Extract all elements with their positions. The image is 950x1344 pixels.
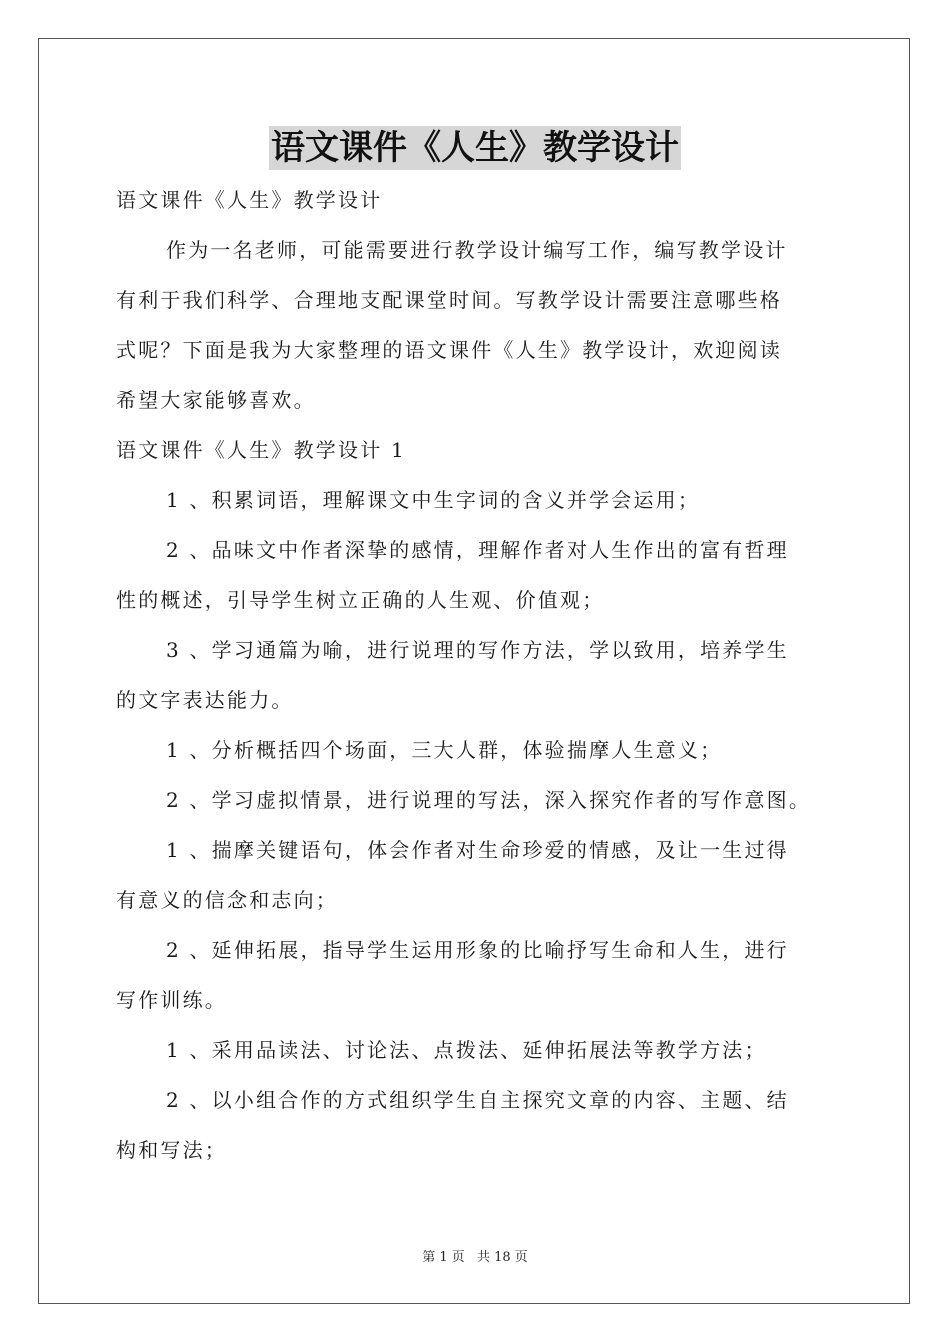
document-title: 语文课件《人生》教学设计 (271, 128, 679, 168)
body-line: 3 、学习通篇为喻，进行说理的写作方法，学以致用，培养学生 (166, 638, 789, 662)
body-line: 构和写法； (116, 1138, 227, 1162)
body-line: 2 、以小组合作的方式组织学生自主探究文章的内容、主题、结 (166, 1088, 789, 1112)
body-line: 1 、采用品读法、讨论法、点拨法、延伸拓展法等教学方法； (166, 1038, 767, 1062)
page-footer (0, 1246, 950, 1265)
document-body (116, 175, 836, 1175)
page-number-current: 第 1 页 (422, 1250, 465, 1265)
body-line: 作为一名老师，可能需要进行教学设计编写工作，编写教学设计 (166, 238, 788, 262)
body-line: 语文课件《人生》教学设计 1 (116, 438, 406, 462)
body-line: 式呢？下面是我为大家整理的语文课件《人生》教学设计，欢迎阅读 (116, 338, 782, 362)
body-line: 2 、延伸拓展，指导学生运用形象的比喻抒写生命和人生，进行 (166, 938, 789, 962)
body-line: 2 、学习虚拟情景，进行说理的写法，深入探究作者的写作意图。 (166, 788, 812, 812)
title-container (0, 126, 950, 170)
body-line: 有意义的信念和志向； (116, 888, 338, 912)
body-line: 的文字表达能力。 (116, 688, 294, 712)
body-line: 1 、揣摩关键语句，体会作者对生命珍爱的情感，及让一生过得 (166, 838, 789, 862)
body-line: 写作训练。 (116, 988, 227, 1012)
page-number-total: 共 18 页 (476, 1250, 528, 1265)
body-line: 2 、品味文中作者深挚的感情，理解作者对人生作出的富有哲理 (166, 538, 789, 562)
body-line: 1 、积累词语，理解课文中生字词的含义并学会运用； (166, 488, 701, 512)
body-line: 有利于我们科学、合理地支配课堂时间。写教学设计需要注意哪些格 (116, 288, 782, 312)
body-line: 性的概述，引导学生树立正确的人生观、价值观； (116, 588, 605, 612)
body-line: 希望大家能够喜欢。 (116, 388, 316, 412)
body-line: 1 、分析概括四个场面，三大人群，体验揣摩人生意义； (166, 738, 723, 762)
body-line: 语文课件《人生》教学设计 (116, 188, 383, 212)
